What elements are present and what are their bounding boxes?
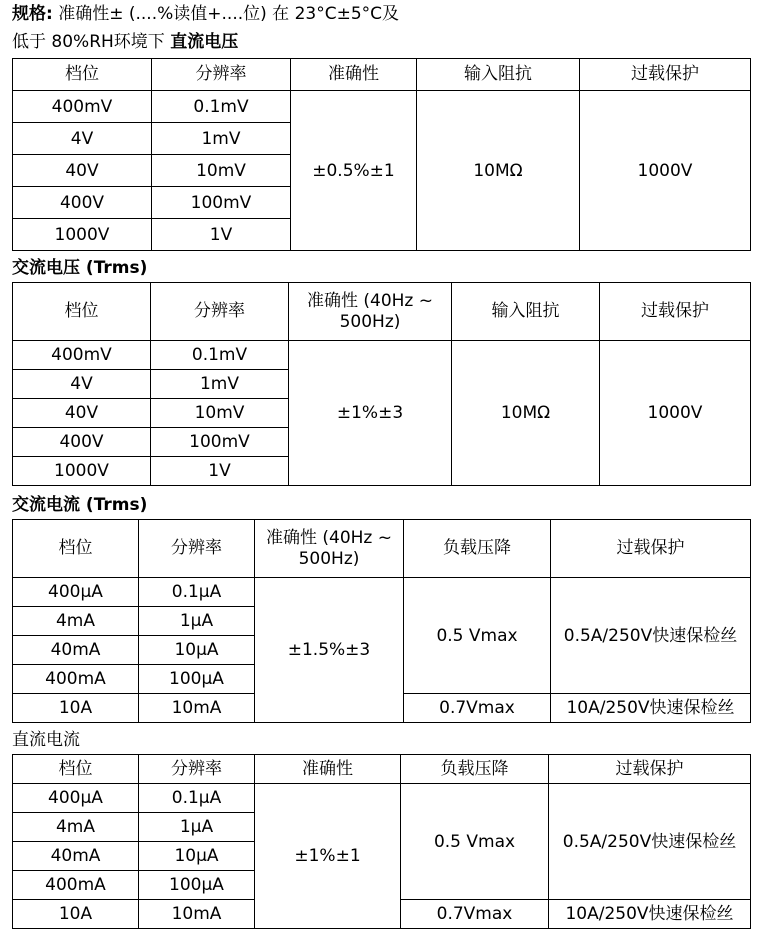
col-header-accuracy: 准确性 bbox=[255, 755, 401, 784]
col-header-overload: 过载保护 bbox=[600, 283, 751, 341]
col-header-range: 档位 bbox=[13, 520, 139, 578]
spec-label: 规格: bbox=[12, 4, 53, 24]
overload-cell: 0.5A/250V快速保检丝 bbox=[549, 784, 751, 900]
range-cell: 400μA bbox=[13, 578, 139, 607]
col-header-range: 档位 bbox=[13, 755, 139, 784]
overload-cell: 0.5A/250V快速保检丝 bbox=[551, 578, 751, 694]
range-cell: 400mA bbox=[13, 871, 139, 900]
range-cell: 400mV bbox=[13, 341, 151, 370]
impedance-cell: 10MΩ bbox=[452, 341, 600, 486]
range-cell: 400mV bbox=[13, 91, 152, 123]
range-cell: 40V bbox=[13, 155, 152, 187]
ac-current-table bbox=[12, 519, 751, 723]
overload-cell: 10A/250V快速保检丝 bbox=[551, 694, 751, 723]
spec-text: 准确性± (....%读值+....位) 在 23°C±5°C及 bbox=[58, 4, 399, 24]
ac-voltage-table bbox=[12, 282, 751, 486]
range-cell: 4mA bbox=[13, 813, 139, 842]
resolution-cell: 10mV bbox=[152, 155, 291, 187]
resolution-cell: 10μA bbox=[139, 842, 255, 871]
resolution-cell: 1μA bbox=[139, 607, 255, 636]
col-header-overload: 过载保护 bbox=[551, 520, 751, 578]
resolution-cell: 100μA bbox=[139, 871, 255, 900]
range-cell: 1000V bbox=[13, 457, 151, 486]
col-header-burden: 负载压降 bbox=[401, 755, 549, 784]
range-cell: 40mA bbox=[13, 636, 139, 665]
section-title-dc-voltage: 直流电压 bbox=[170, 32, 239, 52]
overload-cell: 1000V bbox=[580, 91, 751, 251]
accuracy-cell: ±1.5%±3 bbox=[255, 578, 404, 723]
resolution-cell: 1V bbox=[151, 457, 289, 486]
range-cell: 40V bbox=[13, 399, 151, 428]
burden-cell: 0.5 Vmax bbox=[404, 578, 551, 694]
resolution-cell: 10mA bbox=[139, 900, 255, 929]
resolution-cell: 10μA bbox=[139, 636, 255, 665]
range-cell: 10A bbox=[13, 900, 139, 929]
burden-cell: 0.5 Vmax bbox=[401, 784, 549, 900]
burden-cell: 0.7Vmax bbox=[401, 900, 549, 929]
resolution-cell: 0.1mV bbox=[151, 341, 289, 370]
resolution-cell: 1V bbox=[152, 219, 291, 251]
dc-current-table bbox=[12, 754, 751, 929]
col-header-accuracy: 准确性 (40Hz ~ 500Hz) bbox=[289, 283, 452, 341]
section-title-dc-current: 直流电流 bbox=[12, 730, 80, 750]
col-header-overload: 过载保护 bbox=[549, 755, 751, 784]
resolution-cell: 1mV bbox=[151, 370, 289, 399]
resolution-cell: 10mA bbox=[139, 694, 255, 723]
range-cell: 400μA bbox=[13, 784, 139, 813]
resolution-cell: 100mV bbox=[151, 428, 289, 457]
overload-cell: 1000V bbox=[600, 341, 751, 486]
section-title-ac-voltage: 交流电压 (Trms) bbox=[12, 258, 148, 278]
accuracy-cell: ±1%±3 bbox=[289, 341, 452, 486]
spec-line-2 bbox=[12, 31, 238, 53]
col-header-accuracy: 准确性 (40Hz ~ 500Hz) bbox=[255, 520, 404, 578]
resolution-cell: 0.1μA bbox=[139, 784, 255, 813]
col-header-impedance: 输入阻抗 bbox=[452, 283, 600, 341]
col-header-overload: 过载保护 bbox=[580, 59, 751, 91]
section-title-ac-current: 交流电流 (Trms) bbox=[12, 495, 148, 515]
col-header-resolution: 分辨率 bbox=[139, 755, 255, 784]
overload-cell: 10A/250V快速保检丝 bbox=[549, 900, 751, 929]
impedance-cell: 10MΩ bbox=[417, 91, 580, 251]
col-header-resolution: 分辨率 bbox=[151, 283, 289, 341]
col-header-range: 档位 bbox=[13, 59, 152, 91]
range-cell: 1000V bbox=[13, 219, 152, 251]
resolution-cell: 100μA bbox=[139, 665, 255, 694]
dc-voltage-table bbox=[12, 58, 751, 251]
col-header-range: 档位 bbox=[13, 283, 151, 341]
spec-line bbox=[12, 3, 399, 25]
resolution-cell: 1mV bbox=[152, 123, 291, 155]
col-header-accuracy: 准确性 bbox=[291, 59, 417, 91]
resolution-cell: 0.1μA bbox=[139, 578, 255, 607]
range-cell: 4V bbox=[13, 123, 152, 155]
range-cell: 40mA bbox=[13, 842, 139, 871]
col-header-resolution: 分辨率 bbox=[139, 520, 255, 578]
range-cell: 10A bbox=[13, 694, 139, 723]
col-header-impedance: 输入阻抗 bbox=[417, 59, 580, 91]
accuracy-cell: ±1%±1 bbox=[255, 784, 401, 929]
burden-cell: 0.7Vmax bbox=[404, 694, 551, 723]
resolution-cell: 100mV bbox=[152, 187, 291, 219]
resolution-cell: 10mV bbox=[151, 399, 289, 428]
range-cell: 4mA bbox=[13, 607, 139, 636]
range-cell: 400V bbox=[13, 187, 152, 219]
col-header-burden: 负载压降 bbox=[404, 520, 551, 578]
accuracy-cell: ±0.5%±1 bbox=[291, 91, 417, 251]
col-header-resolution: 分辨率 bbox=[152, 59, 291, 91]
range-cell: 400V bbox=[13, 428, 151, 457]
range-cell: 4V bbox=[13, 370, 151, 399]
resolution-cell: 1μA bbox=[139, 813, 255, 842]
range-cell: 400mA bbox=[13, 665, 139, 694]
resolution-cell: 0.1mV bbox=[152, 91, 291, 123]
spec-line2-prefix: 低于 80%RH环境下 bbox=[12, 32, 165, 52]
